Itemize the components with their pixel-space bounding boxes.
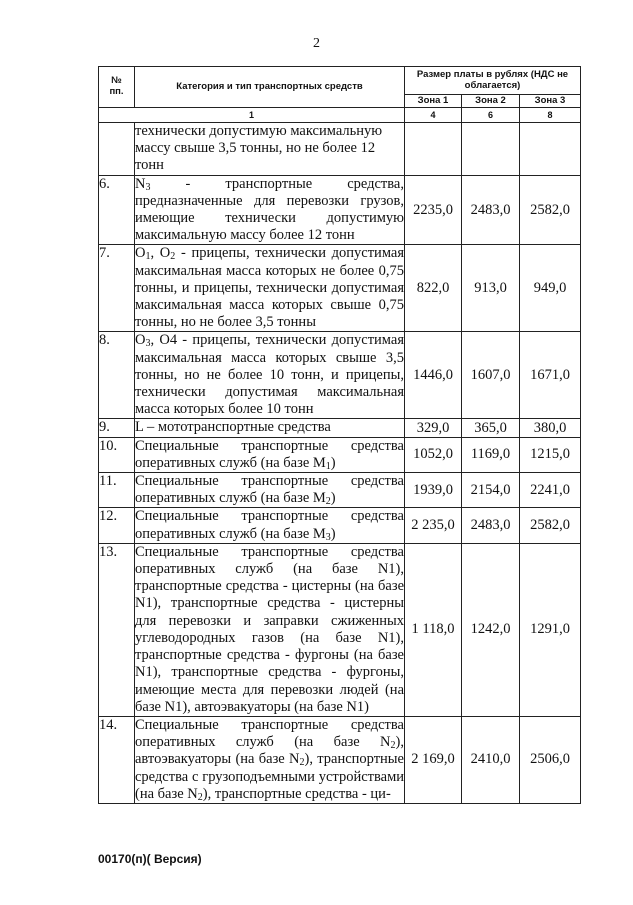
table-row: [99, 175, 581, 245]
table-row: [99, 543, 581, 716]
table-row: [99, 473, 581, 508]
zone1-value: 1 118,0: [405, 543, 462, 716]
zone2-value: 2483,0: [462, 175, 520, 245]
header-zone-2: Зона 2: [462, 95, 520, 108]
zone1-value: 1446,0: [405, 332, 462, 419]
zone2-value: 2483,0: [462, 508, 520, 543]
row-number: 12.: [99, 508, 135, 543]
zone1-value: 2 169,0: [405, 716, 462, 803]
table-row: [99, 332, 581, 419]
zone3-value: 1671,0: [520, 332, 581, 419]
zone1-value: 2 235,0: [405, 508, 462, 543]
row-description: технически допустимую максимальную массу свыше 3,5 тонны, но не более 12 тонн: [135, 123, 405, 176]
zone2-value: 913,0: [462, 245, 520, 332]
zone3-value: 2582,0: [520, 508, 581, 543]
table-row: [99, 123, 581, 176]
document-footer-code: 00170(п)( Версия): [98, 852, 202, 866]
col-number-4: 4: [405, 108, 462, 123]
zone2-value: 1242,0: [462, 543, 520, 716]
header-zone-1: Зона 1: [405, 95, 462, 108]
row-number: 11.: [99, 473, 135, 508]
row-number: 7.: [99, 245, 135, 332]
header-num: № пп.: [99, 67, 135, 108]
row-description: $O_3$, O4 - прицепы, технически допустимая максимальная масса которых свыше 3,5 тонны, но не более 10 тонн, и прицепы, технически допустимая максимальная масса которых более 10 тонн: [135, 332, 404, 418]
header-zone-3: Зона 3: [520, 95, 581, 108]
row-number: [99, 123, 135, 176]
row-description: $N_3$ - транспортные средства, предназначенные для перевозки грузов, имеющие технически допустимую максимальную массу более 12 тонн: [135, 175, 404, 244]
zone1-value: 329,0: [405, 419, 462, 437]
header-category: Категория и тип транспортных средств: [135, 67, 405, 108]
row-number: 13.: [99, 543, 135, 716]
row-number: 14.: [99, 716, 135, 803]
row-number: 8.: [99, 332, 135, 419]
zone2-value: 1607,0: [462, 332, 520, 419]
table-row: [99, 437, 581, 472]
col-number-6: 6: [462, 108, 520, 123]
zone2-value: [462, 123, 520, 176]
zone3-value: [520, 123, 581, 176]
zone3-value: 2506,0: [520, 716, 581, 803]
row-description: $O_1$, $O_2$ - прицепы, технически допустимая максимальная масса которых не более 0,75 тонны, и прицепы, технически допустимая максимальная масса которых свыше 0,75 тонны, но не более 3,5 тонны: [135, 245, 404, 331]
table-row: [99, 716, 581, 803]
row-description: Специальные транспортные средства оперативных служб (на базе $N_2$), автоэвакуаторы (на базе $N_2$), транспортные средства с грузоподъемными устройствами (на базе $N_2$), транспортные средства - ци-: [135, 716, 404, 803]
col-number-1: 1: [99, 108, 405, 123]
zone3-value: 2582,0: [520, 175, 581, 245]
table-row: [99, 508, 581, 543]
row-description: Специальные транспортные средства оперативных служб (на базе $M_2$): [135, 473, 404, 508]
header-fee: Размер платы в рублях (НДС не облагается): [405, 67, 581, 95]
zone1-value: [405, 123, 462, 176]
table-row: [99, 245, 581, 332]
zone1-value: 1052,0: [405, 437, 462, 472]
zone1-value: 2235,0: [405, 175, 462, 245]
table-row: [99, 419, 581, 437]
zone3-value: 1215,0: [520, 437, 581, 472]
row-description: L – мототранспортные средства: [135, 419, 405, 437]
zone1-value: 822,0: [405, 245, 462, 332]
page-number: 2: [313, 36, 320, 51]
row-number: 10.: [99, 437, 135, 472]
zone2-value: 2154,0: [462, 473, 520, 508]
row-description: Специальные транспортные средства оперативных служб (на базе $M_3$): [135, 508, 404, 543]
zone2-value: 2410,0: [462, 716, 520, 803]
zone1-value: 1939,0: [405, 473, 462, 508]
fee-table: [98, 66, 581, 804]
col-number-8: 8: [520, 108, 581, 123]
zone3-value: 949,0: [520, 245, 581, 332]
zone3-value: 380,0: [520, 419, 581, 437]
row-description: Специальные транспортные средства оперативных служб (на базе $M_1$): [135, 437, 404, 472]
row-number: 9.: [99, 419, 135, 437]
zone3-value: 2241,0: [520, 473, 581, 508]
zone2-value: 1169,0: [462, 437, 520, 472]
row-description: Специальные транспортные средства оперативных служб (на базе N1), транспортные средства - цистерны (на базе N1), транспортные средства - цистерны для перевозки и заправки сжиженных углеводородных газов (на базе N1), транспортные средства - фургоны (на базе N1), транспортные средства - фургоны, имеющие места для перевозки людей (на базе N1), автоэвакуаторы (на базе N1): [135, 543, 404, 715]
zone3-value: 1291,0: [520, 543, 581, 716]
row-number: 6.: [99, 175, 135, 245]
zone2-value: 365,0: [462, 419, 520, 437]
